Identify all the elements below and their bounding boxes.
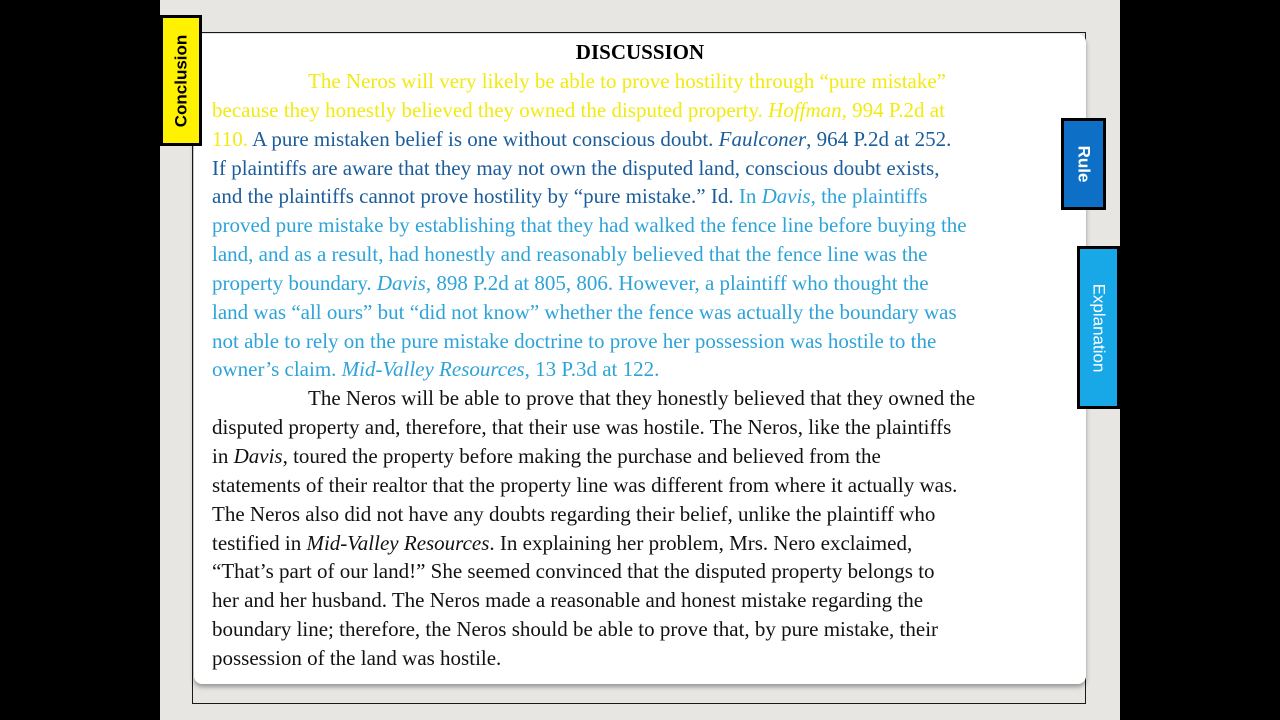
text-segment: The Neros also did not have any doubts regarding their belief, unlike the plaintiff who (212, 501, 936, 526)
text-segment: boundary line; therefore, the Neros should be able to prove that, by pure mistake, their (212, 617, 939, 642)
text-segment: , 994 P.2d at (841, 97, 945, 122)
text-segment: In (738, 184, 762, 209)
text-segment: land was “all ours” but “did not know” whether the fence was actually the boundary was (212, 299, 957, 324)
citation-text: Mid-Valley Resources (341, 357, 525, 382)
text-line (212, 240, 1082, 269)
citation-text: Mid-Valley Resources (306, 530, 490, 555)
discussion-heading: DISCUSSION (575, 40, 705, 64)
conclusion-tag (160, 15, 202, 146)
explanation-tag-label: Explanation (1089, 283, 1109, 372)
text-line (212, 182, 1082, 211)
citation-text: Davis (233, 443, 283, 468)
conclusion-tag-label: Conclusion (171, 34, 190, 127)
text-line (212, 615, 1082, 644)
text-line (212, 442, 1082, 471)
text-line (212, 96, 1082, 125)
citation-text: Davis (376, 270, 426, 295)
text-line (212, 413, 1082, 442)
text-segment: 110. (212, 126, 253, 151)
text-line (212, 298, 1082, 327)
text-line (212, 67, 1082, 96)
text-segment: The Neros will be able to prove that they honestly believed that they owned the (308, 386, 976, 411)
text-segment: . In explaining her problem, Mrs. Nero exclaimed, (489, 530, 913, 555)
text-line (212, 355, 1082, 384)
text-line (212, 384, 1082, 413)
citation-text: Davis (761, 184, 811, 209)
text-segment: land, and as a result, had honestly and reasonably believed that the fence line was the (212, 242, 928, 267)
text-line (212, 211, 1082, 240)
text-segment: , 898 P.2d at 805, 806. However, a plaintiff who thought the (425, 270, 929, 295)
text-segment: If plaintiffs are aware that they may not own the disputed land, conscious doubt exists, (212, 155, 940, 180)
text-segment: possession of the land was hostile. (212, 645, 502, 670)
text-line (212, 154, 1082, 183)
text-line (212, 644, 1082, 673)
text-line (212, 269, 1082, 298)
text-line (212, 327, 1082, 356)
text-segment: property boundary. (212, 270, 377, 295)
text-line (212, 557, 1082, 586)
text-segment: , toured the property before making the purchase and believed from the (282, 443, 881, 468)
text-line (212, 125, 1082, 154)
text-segment: testified in (212, 530, 307, 555)
text-segment: statements of their realtor that the property line was different from where it actually was. (212, 472, 958, 497)
text-line (212, 586, 1082, 615)
text-line (212, 529, 1082, 558)
text-segment: The Neros will very likely be able to prove hostility through “pure mistake” (308, 69, 946, 93)
citation-text: Faulconer (718, 126, 807, 151)
rule-tag-label: Rule (1074, 145, 1094, 183)
text-segment: , 964 P.2d at 252. (806, 126, 952, 151)
text-segment: her and her husband. The Neros made a reasonable and honest mistake regarding the (212, 588, 924, 613)
text-segment: proved pure mistake by establishing that they had walked the fence line before buying the (212, 213, 967, 238)
citation-text: Hoffman (768, 97, 842, 122)
discussion-text (212, 67, 1082, 673)
text-segment: not able to rely on the pure mistake doctrine to prove her possession was hostile to the (212, 328, 937, 353)
text-segment: because they honestly believed they owned the disputed property. (212, 97, 769, 122)
text-segment: and the plaintiffs cannot prove hostility by “pure mistake.” Id. (212, 184, 739, 209)
text-segment: A pure mistaken belief is one without conscious doubt. (252, 126, 719, 151)
text-segment: disputed property and, therefore, that their use was hostile. The Neros, like the plaintiffs (212, 415, 952, 440)
rule-tag (1061, 118, 1106, 210)
text-line (212, 471, 1082, 500)
text-line (212, 500, 1082, 529)
text-segment: , 13 P.3d at 122. (524, 357, 660, 382)
text-segment: “That’s part of our land!” She seemed convinced that the disputed property belongs to (212, 559, 935, 584)
text-segment: in (212, 443, 234, 468)
text-segment: owner’s claim. (212, 357, 342, 382)
explanation-tag (1077, 246, 1120, 409)
text-segment: , the plaintiffs (810, 184, 928, 209)
